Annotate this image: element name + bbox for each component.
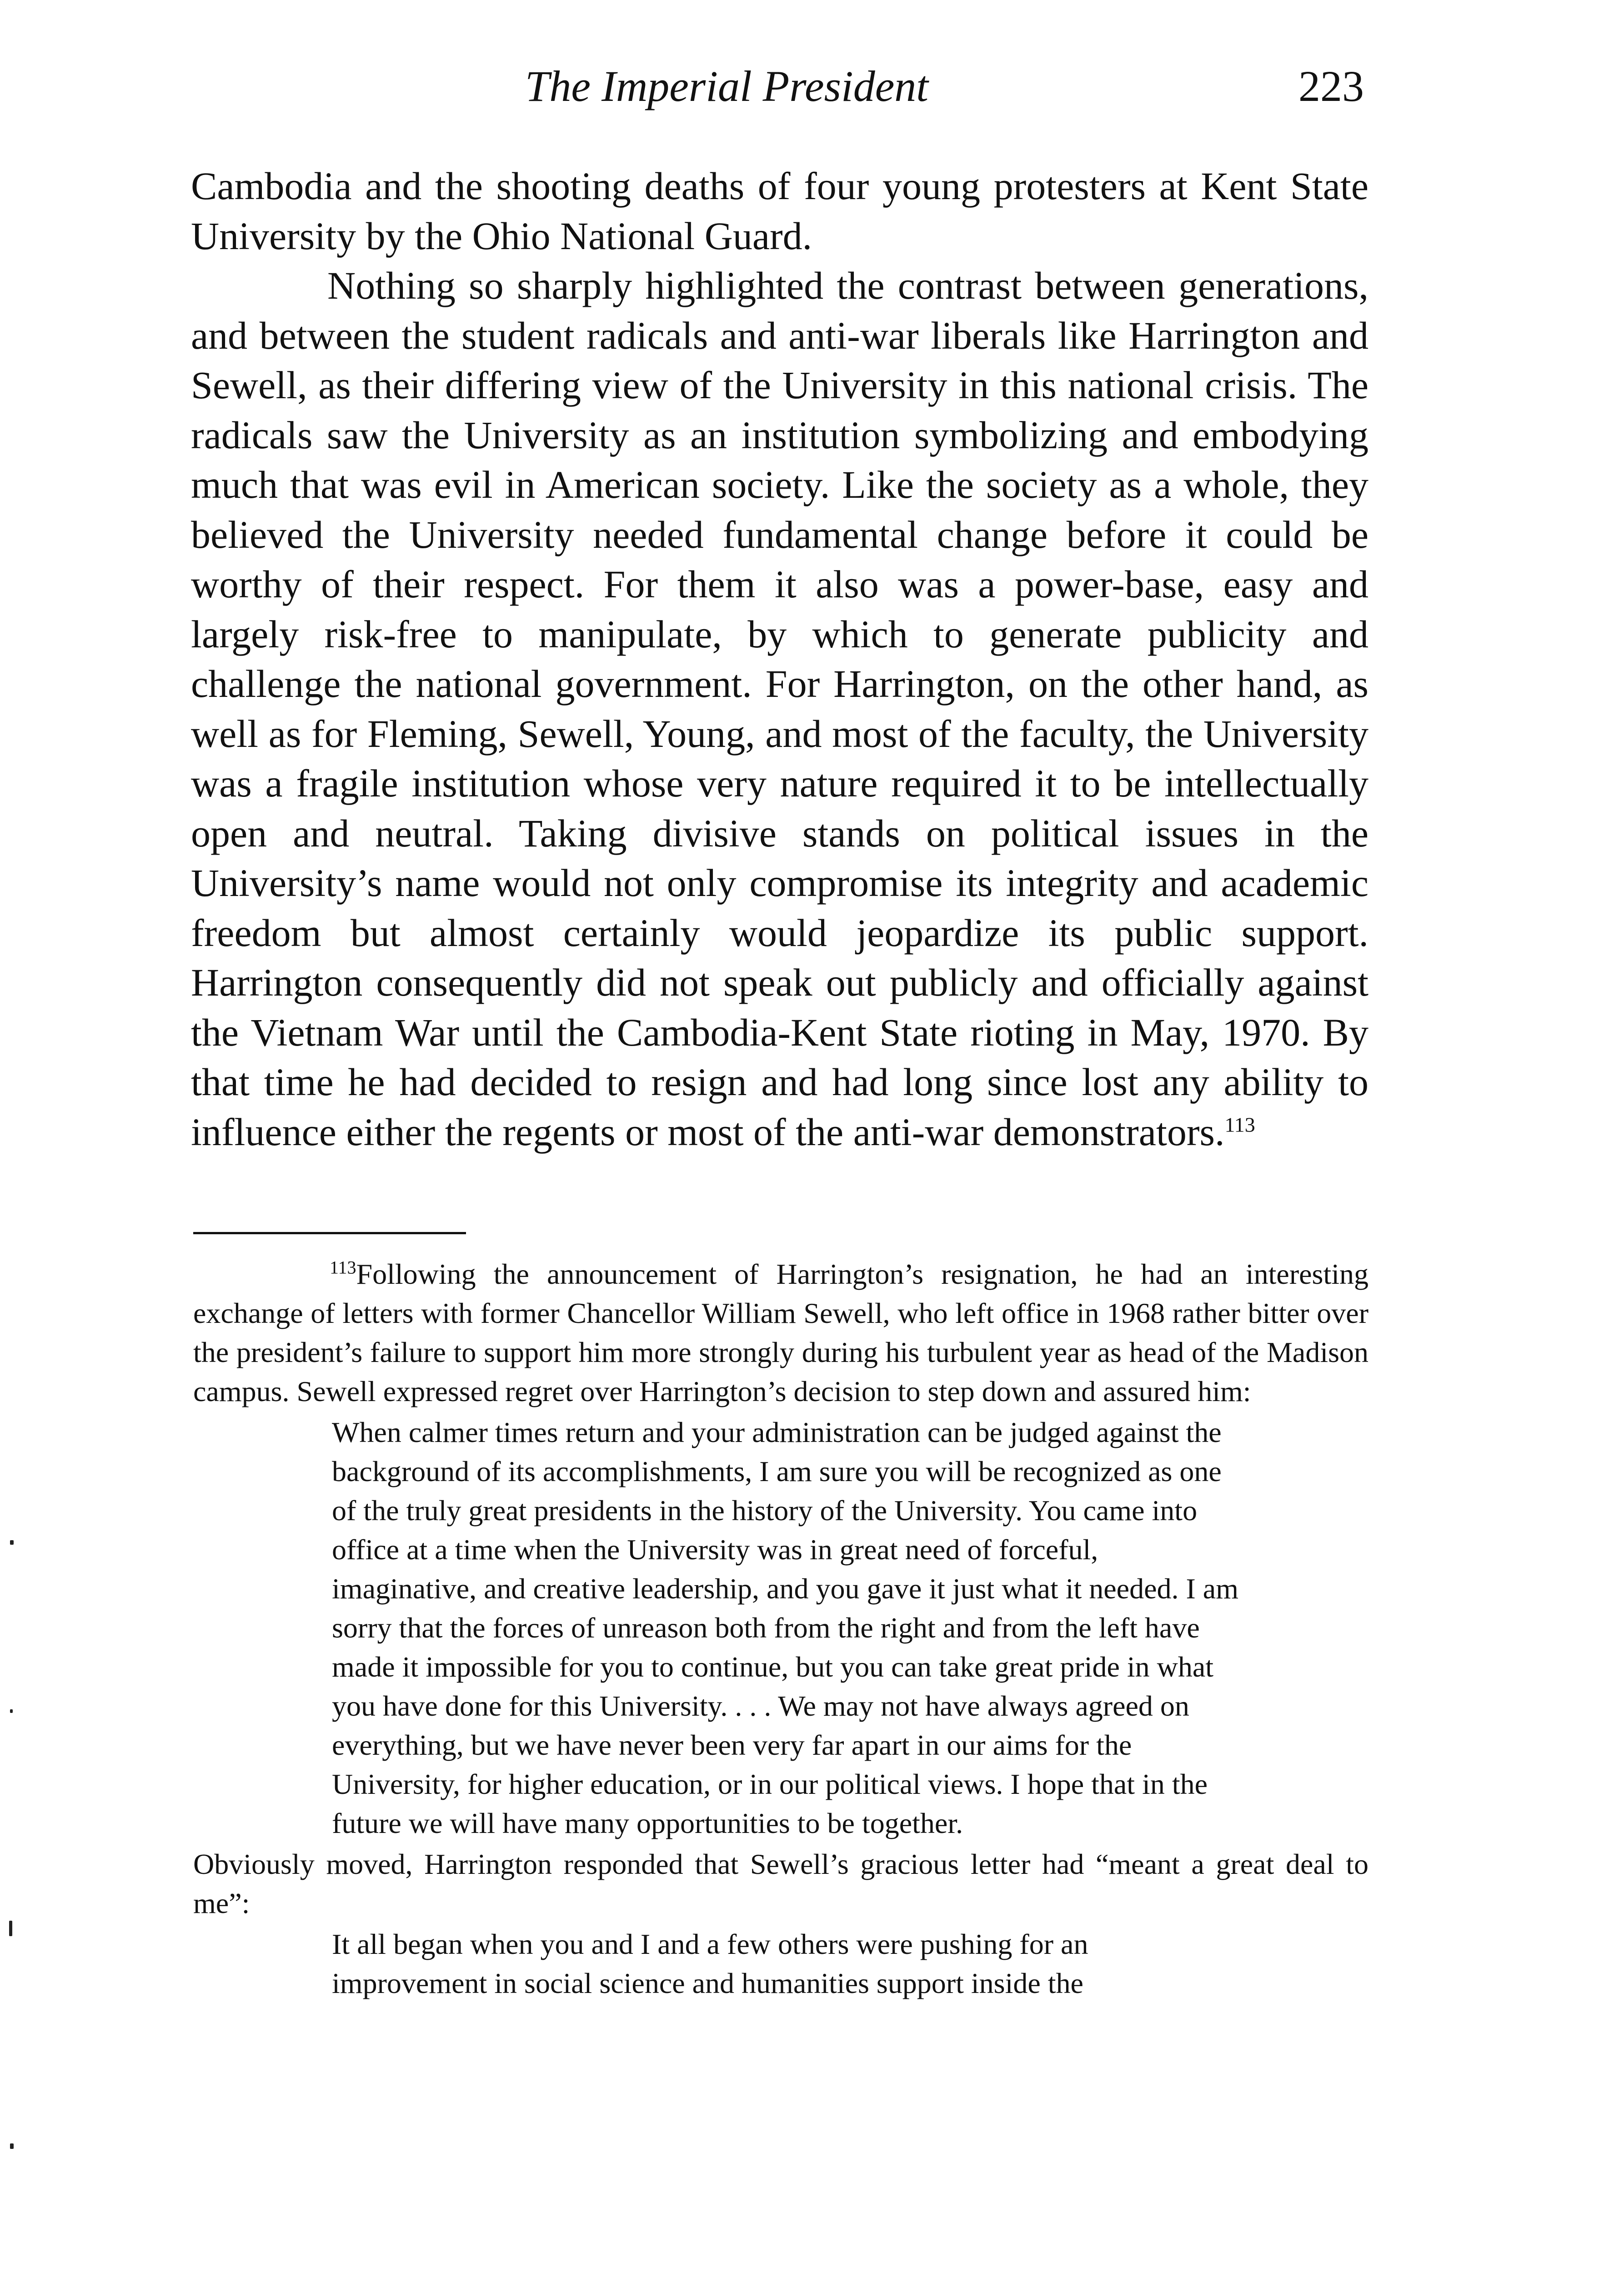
body-text xyxy=(191,161,1368,1157)
scan-mark xyxy=(10,1540,14,1545)
footnote-quote-harrington: It all began when you and I and a few others were pushing for an improvement in social science and humanities support inside the xyxy=(332,1928,1088,1999)
body-paragraph-2 xyxy=(191,261,1368,1157)
footnote-middle: Obviously moved, Harrington responded that Sewell’s gracious letter had “meant a great deal to me”: xyxy=(193,1848,1368,1919)
page-number: 223 xyxy=(1298,62,1364,110)
footnote-quote-sewell: When calmer times return and your administration can be judged against the background of its accomplishments, I am sure you will be recognized as one of the truly great presidents in the history of the University. You came into office at a time when the University was in great need of forceful, imaginative, and creative leadership, and you gave it just what it needed. I am sorry that the forces of unreason both from the right and from the left have made it impossible for you to continue, but you can take great pride in what you have done for this University. . . . We may not have always agreed on everything, but we have never been very far apart in our aims for the University, for higher education, or in our political views. I hope that in the future we will have many opportunities to be together. xyxy=(332,1416,1238,1839)
footnote-lead-text: Following the announcement of Harrington’s resignation, he had an interesting exchange of letters with former Chancellor William Sewell, who left office in 1968 rather bitter over the president’s failure to support him more strongly during his turbulent year as head of the Madison campus. Sewell expressed regret over Harrington’s decision to step down and assured him: xyxy=(193,1258,1368,1407)
footnote-divider xyxy=(193,1232,466,1234)
running-title: The Imperial President xyxy=(525,62,928,110)
footnote-block xyxy=(193,1255,1368,2005)
body-paragraph-1 xyxy=(191,161,1368,261)
scan-mark xyxy=(10,1709,13,1713)
scan-mark xyxy=(10,2143,14,2149)
scan-mark xyxy=(9,1921,12,1936)
body-paragraph-1-text: Cambodia and the shooting deaths of four young protesters at Kent State University by the Ohio National Guard. xyxy=(191,164,1368,258)
footnote-number: 113 xyxy=(330,1257,356,1278)
body-paragraph-2-text: Nothing so sharply highlighted the contrast between generations, and between the student radicals and anti-war liberals like Harrington and Sewell, as their differing view of the University in this national crisis. The radicals saw the University as an institution symbolizing and embodying much that was evil in American society. Like the society as a whole, they believed the University needed fundamental change before it could be worthy of their respect. For them it also was a power-base, easy and largely risk-free to manipulate, by which to generate publicity and challenge the national government. For Harrington, on the other hand, as well as for Fleming, Sewell, Young, and most of the faculty, the University was a fragile institution whose very nature required it to be intellectually open and neutral. Taking divisive stands on political issues in the University’s name would not only compromise its integrity and academic freedom but almost certainly would jeopardize its public support. Harrington consequently did not speak out publicly and officially against the Vietnam War until the Cambodia-Kent State rioting in May, 1970. By that time he had decided to resign and had long since lost any ability to influence either the regents or most of the anti-war demonstrators. xyxy=(191,264,1368,1154)
footnote-lead xyxy=(193,1255,1368,1411)
footnote-reference: 113 xyxy=(1224,1112,1255,1136)
running-head xyxy=(191,59,1364,118)
